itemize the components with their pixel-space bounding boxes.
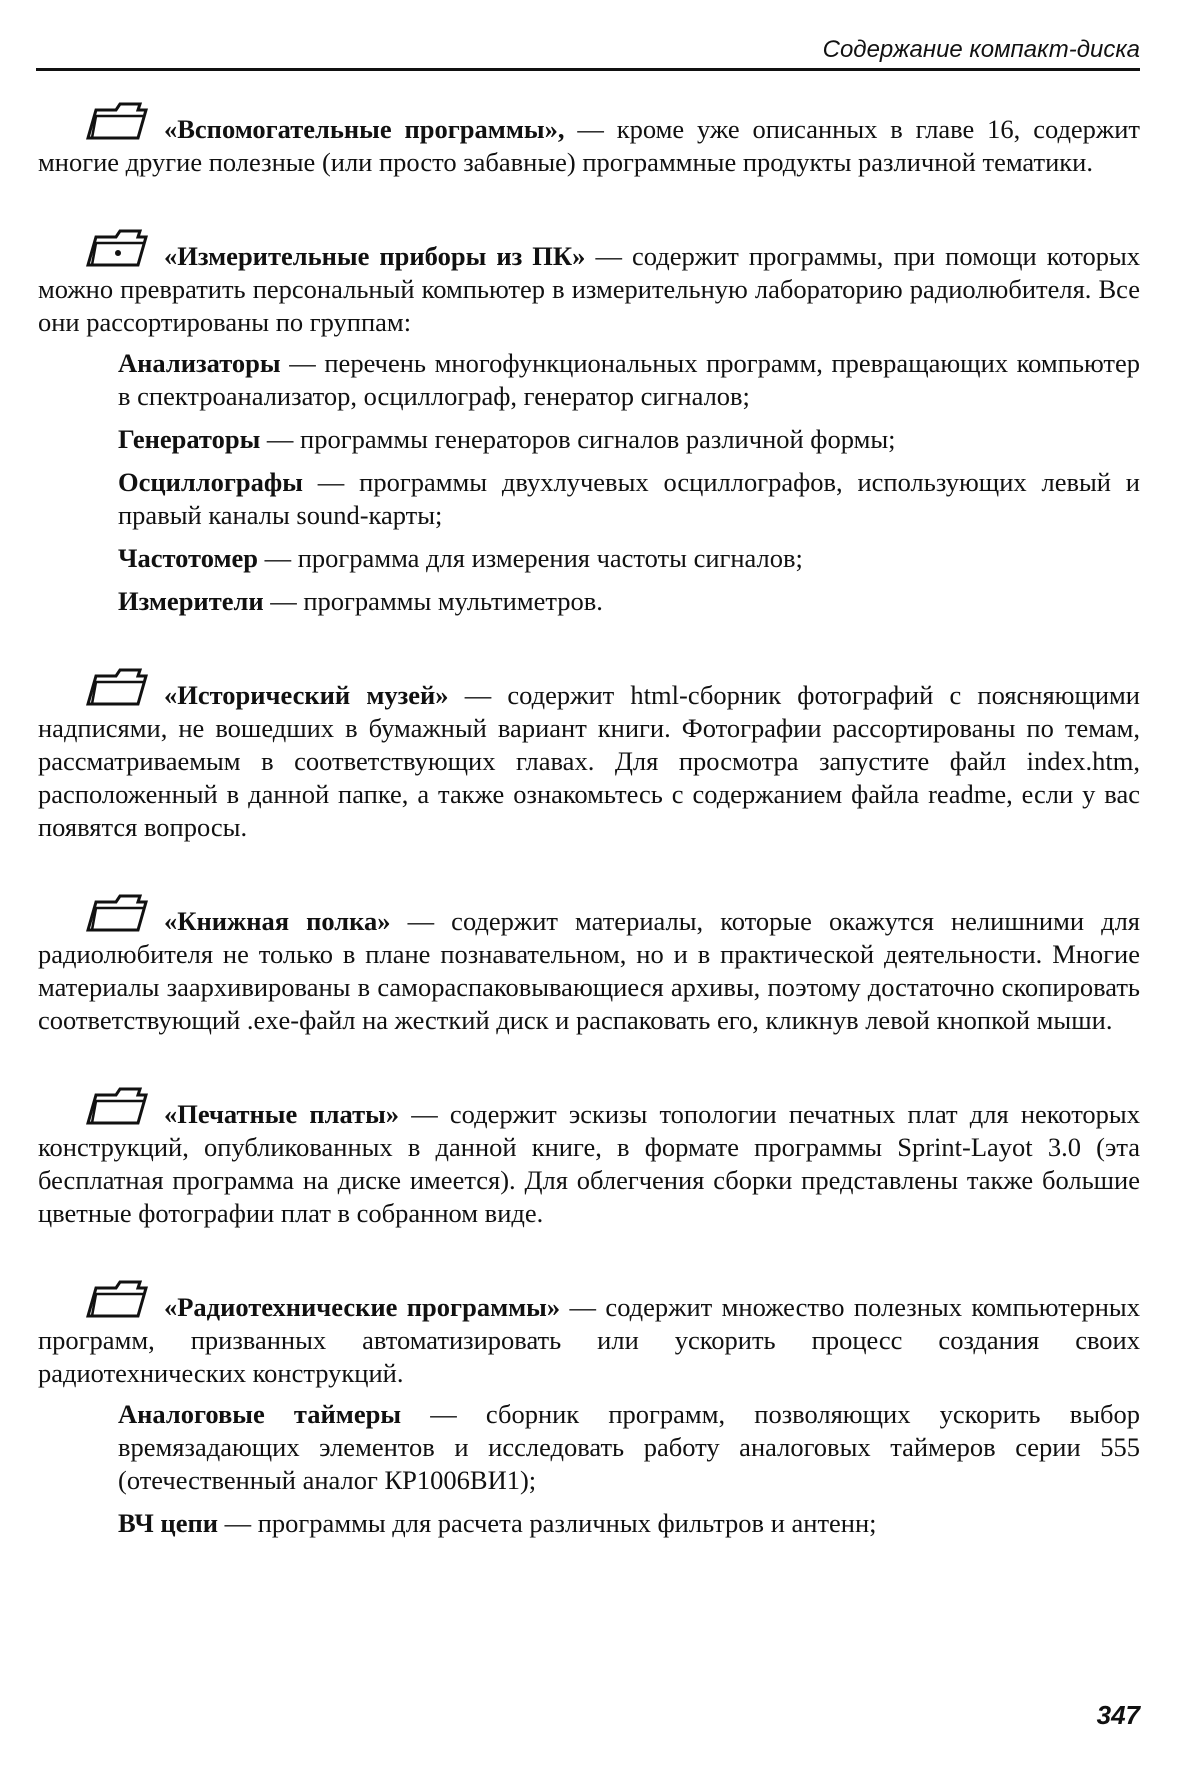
folder-icon: [82, 890, 152, 934]
item-list: [118, 1398, 1140, 1540]
header-rule: [36, 68, 1140, 71]
section-title: «Вспомогательные программы»,: [164, 114, 565, 144]
folder-icon: [82, 1083, 152, 1127]
page-number: 347: [1096, 1700, 1140, 1730]
section-measuring-instruments: [38, 225, 1140, 618]
section-paragraph: [38, 664, 1140, 844]
item-text: — сборник программ, позволяющих ускорить выбор времязадающих элементов и исследовать работу аналоговых таймеров серии 555 (отечественный аналог КР1006ВИ1);: [118, 1399, 1140, 1495]
section-title: «Измерительные приборы из ПК»: [164, 241, 586, 271]
section-title: «Исторический музей»: [164, 680, 449, 710]
list-item: [118, 1507, 1140, 1540]
list-item: [118, 347, 1140, 413]
item-list: [118, 347, 1140, 618]
list-item: [118, 1398, 1140, 1497]
item-term: Анализаторы: [118, 348, 281, 378]
list-item: [118, 585, 1140, 618]
section-paragraph: [38, 1083, 1140, 1230]
section-text: — кроме уже описанных в главе 16, содержит многие другие полезные (или просто забавные) программные продукты различной тематики.: [38, 114, 1141, 177]
item-term: Осциллографы: [118, 467, 303, 497]
list-item: [118, 423, 1140, 456]
section-text: — содержит html-сборник фотографий с поясняющими надписями, не вошедших в бумажный вариант книги. Фотографии рассортированы по темам, рассматриваемым в соответствующих главах. Для просмотра запустите файл index.htm, расположенный в данной папке, а также ознакомьтесь с содержанием файла readme, если у вас появятся вопросы.: [38, 680, 1140, 842]
section-bookshelf: [38, 890, 1140, 1037]
item-term: Генераторы: [118, 424, 261, 454]
section-paragraph: [38, 225, 1140, 339]
page-content: [38, 98, 1140, 1586]
item-text: — программы для расчета различных фильтров и антенн;: [218, 1508, 877, 1538]
section-paragraph: [38, 98, 1140, 179]
section-text: — содержит множество полезных компьютерных программ, призванных автоматизировать или ускорить процесс создания своих радиотехнических конструкций.: [38, 1292, 1140, 1388]
folder-icon: [82, 98, 152, 142]
section-title: «Радиотехнические программы»: [164, 1292, 561, 1322]
section-text: — содержит эскизы топологии печатных плат для некоторых конструкций, опубликованных в данной книге, в формате программы Sprint-Layot 3.0 (эта бесплатная программа на диске имеется). Для облегчения сборки представлены также большие цветные фотографии плат в собранном виде.: [38, 1099, 1140, 1228]
section-printed-boards: [38, 1083, 1140, 1230]
folder-icon: [82, 1276, 152, 1320]
item-text: — программы мультиметров.: [263, 586, 603, 616]
section-historical-museum: [38, 664, 1140, 844]
item-text: — программы генераторов сигналов различной формы;: [260, 424, 896, 454]
section-title: «Книжная полка»: [164, 906, 391, 936]
section-auxiliary-programs: [38, 98, 1140, 179]
item-text: — программы двухлучевых осциллографов, использующих левый и правый каналы sound-карты;: [118, 467, 1140, 530]
item-term: ВЧ цепи: [118, 1508, 218, 1538]
list-item: [118, 466, 1140, 532]
item-term: Аналоговые таймеры: [118, 1399, 402, 1429]
item-term: Частотомер: [118, 543, 258, 573]
folder-icon: [82, 225, 152, 269]
folder-icon: [82, 664, 152, 708]
item-text: — программа для измерения частоты сигналов;: [258, 543, 803, 573]
item-text: — перечень многофункциональных программ, превращающих компьютер в спектроанализатор, осциллограф, генератор сигналов;: [118, 348, 1140, 411]
section-paragraph: [38, 890, 1140, 1037]
section-paragraph: [38, 1276, 1140, 1390]
section-radio-programs: [38, 1276, 1140, 1540]
list-item: [118, 542, 1140, 575]
section-text: — содержит материалы, которые окажутся нелишними для радиолюбителя не только в плане познавательном, но и в практической деятельности. Многие материалы заархивированы в самораспаковывающиеся архивы, поэтому достаточно скопировать соответствующий .exe-файл на жесткий диск и распаковать его, кликнув левой кнопкой мыши.: [38, 906, 1140, 1035]
section-text: — содержит программы, при помощи которых можно превратить персональный компьютер в измерительную лабораторию радиолюбителя. Все они рассортированы по группам:: [38, 241, 1140, 337]
section-title: «Печатные платы»: [164, 1099, 400, 1129]
running-header: Содержание компакт-диска: [822, 36, 1140, 63]
item-term: Измерители: [118, 586, 264, 616]
